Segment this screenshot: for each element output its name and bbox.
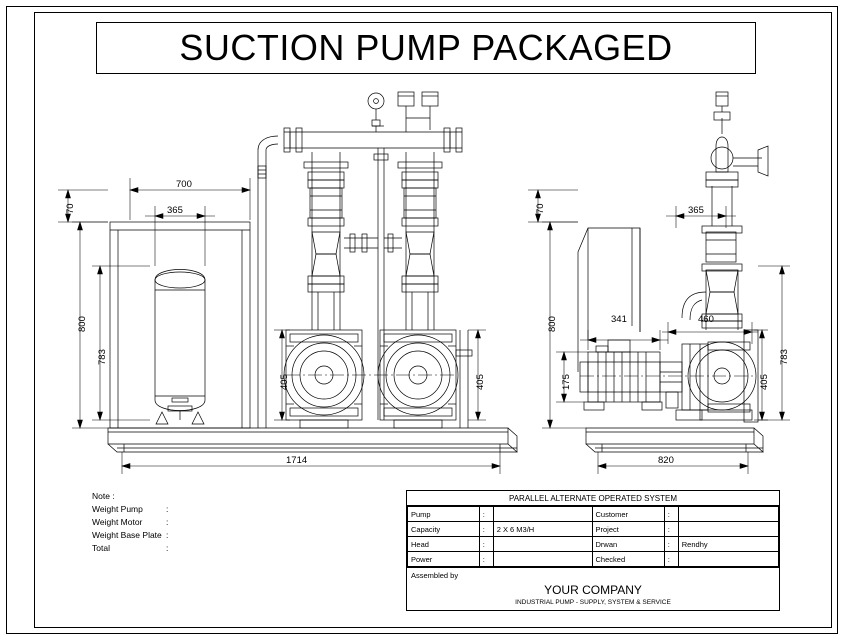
side-view-coupling-guard bbox=[660, 362, 682, 408]
table-row bbox=[408, 537, 779, 552]
note-row bbox=[92, 542, 174, 555]
dim-tank-height-side: 783 bbox=[779, 349, 790, 365]
note-row bbox=[92, 516, 174, 529]
dim-tank-height-front: 783 bbox=[97, 349, 108, 365]
tb-sep: : bbox=[664, 552, 678, 567]
front-view-right-riser bbox=[384, 152, 442, 330]
note-label: Total bbox=[92, 543, 110, 553]
tb-value-project bbox=[678, 522, 778, 537]
tb-value-drawn: Rendhy bbox=[678, 537, 778, 552]
tb-key-checked: Checked bbox=[592, 552, 664, 567]
side-view-dimension-lines bbox=[528, 190, 790, 474]
front-view-discharge-header bbox=[284, 92, 462, 420]
front-view-right-pump bbox=[378, 330, 458, 428]
note-row bbox=[92, 503, 174, 516]
tb-sep: : bbox=[479, 537, 493, 552]
side-view-motor bbox=[580, 340, 662, 410]
front-view-tank-frame bbox=[110, 222, 250, 428]
front-view-suction-header bbox=[258, 136, 278, 428]
dim-base-offset-side: 70 bbox=[535, 203, 546, 214]
tb-value-power bbox=[493, 552, 592, 567]
front-view-right-suction-leg bbox=[456, 330, 472, 428]
dim-frame-height-side: 800 bbox=[547, 316, 558, 332]
front-view-pressure-tank bbox=[155, 270, 205, 425]
tb-value-pump bbox=[493, 507, 592, 522]
title-block-system-name: PARALLEL ALTERNATE OPERATED SYSTEM bbox=[407, 491, 779, 506]
dim-tank-diameter-side: 365 bbox=[688, 205, 704, 216]
note-row bbox=[92, 529, 174, 542]
company-name: YOUR COMPANY bbox=[544, 583, 642, 597]
dim-pump-length: 460 bbox=[698, 314, 714, 325]
tb-key-customer: Customer bbox=[592, 507, 664, 522]
table-row bbox=[408, 552, 779, 567]
side-view-base-skid bbox=[586, 428, 763, 452]
tb-value-checked bbox=[678, 552, 778, 567]
tb-sep: : bbox=[479, 552, 493, 567]
tb-sep: : bbox=[664, 507, 678, 522]
table-row bbox=[408, 522, 779, 537]
note-separator: : bbox=[166, 543, 169, 553]
tb-key-pump: Pump bbox=[408, 507, 480, 522]
dim-overall-depth: 820 bbox=[658, 455, 674, 466]
dim-motor-height: 175 bbox=[561, 374, 572, 390]
tb-key-project: Project bbox=[592, 522, 664, 537]
note-separator: : bbox=[166, 530, 169, 540]
dim-frame-height-front: 800 bbox=[77, 316, 88, 332]
dim-base-offset-front: 70 bbox=[65, 203, 76, 214]
note-label: Weight Pump bbox=[92, 504, 143, 514]
tb-key-power: Power bbox=[408, 552, 480, 567]
tb-value-head bbox=[493, 537, 592, 552]
note-separator: : bbox=[166, 504, 169, 514]
front-view-left-pump bbox=[284, 330, 364, 428]
tb-sep: : bbox=[479, 522, 493, 537]
table-row bbox=[408, 507, 779, 522]
front-view-base-skid bbox=[108, 428, 517, 452]
dim-overall-width: 1714 bbox=[286, 455, 308, 466]
tb-value-customer bbox=[678, 507, 778, 522]
dim-pump-cl-right: 405 bbox=[475, 374, 486, 390]
notes-heading-row bbox=[92, 490, 174, 503]
side-view-frame-panel bbox=[578, 228, 640, 372]
tb-key-drawn: Drwan bbox=[592, 537, 664, 552]
front-view-left-riser bbox=[304, 152, 378, 330]
assembled-by-label: Assembled by bbox=[407, 567, 779, 581]
note-separator: : bbox=[166, 517, 169, 527]
page-title: SUCTION PUMP PACKAGED bbox=[179, 27, 673, 68]
company-tagline: INDUSTRIAL PUMP - SUPPLY, SYSTEM & SERVICE bbox=[515, 599, 671, 606]
tb-sep: : bbox=[664, 522, 678, 537]
dim-tank-frame-width: 700 bbox=[176, 179, 192, 190]
tb-sep: : bbox=[479, 507, 493, 522]
tb-key-capacity: Capacity bbox=[408, 522, 480, 537]
tb-sep: : bbox=[664, 537, 678, 552]
title-block-table bbox=[407, 506, 779, 567]
dim-tank-diameter-front: 365 bbox=[167, 205, 183, 216]
dim-motor-length: 341 bbox=[611, 314, 627, 325]
tb-key-head: Head bbox=[408, 537, 480, 552]
note-label: Weight Motor bbox=[92, 517, 143, 527]
tb-value-capacity: 2 X 6 M3/H bbox=[493, 522, 592, 537]
dim-pump-cl-side: 405 bbox=[759, 374, 770, 390]
dim-pump-cl-left: 405 bbox=[279, 374, 290, 390]
note-label: Weight Base Plate bbox=[92, 530, 162, 540]
title-block bbox=[406, 490, 780, 611]
notes-heading: Note : bbox=[92, 491, 115, 501]
notes-block bbox=[92, 490, 174, 555]
